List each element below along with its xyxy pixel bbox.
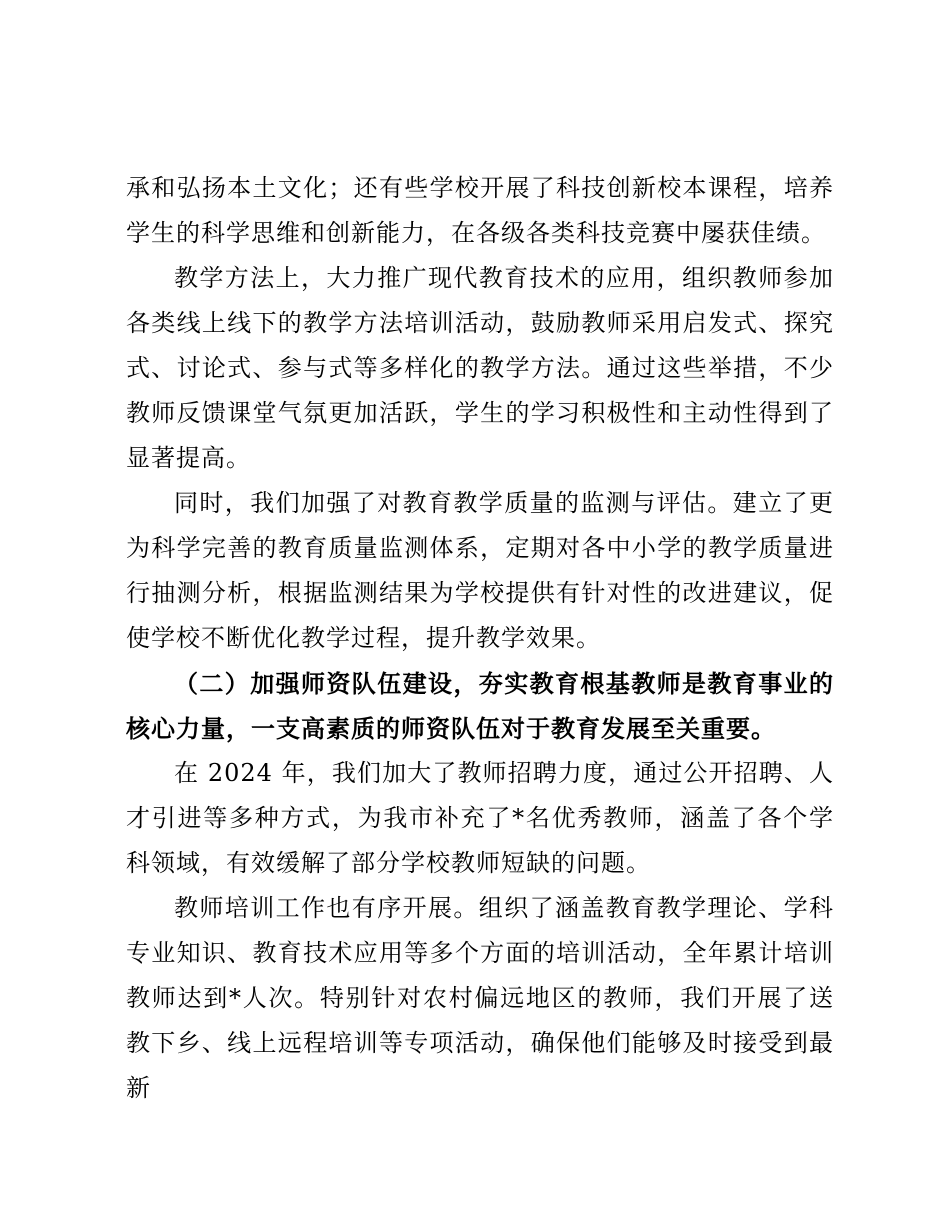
paragraph-teacher-training: 教师培训工作也有序开展。组织了涵盖教育教学理论、学科专业知识、教育技术应用等多个方面的培训活动，全年累计培训教师达到*人次。特别针对农村偏远地区的教师，我们开展了送教下乡、线上远程培训等专项活动，确保他们能够及时接受到最新 xyxy=(126,894,834,1102)
paragraph-teacher-recruitment: 在 2024 年，我们加大了教师招聘力度，通过公开招聘、人才引进等多种方式，为我市补充了*名优秀教师，涵盖了各个学科领域，有效缓解了部分学校教师短缺的问题。 xyxy=(126,759,834,877)
section-heading-teacher-team: （二）加强师资队伍建设，夯实教育根基教师是教育事业的核心力量，一支高素质的师资队伍对于教育发展至关重要。 xyxy=(126,669,834,743)
paragraph-continuation: 承和弘扬本土文化；还有些学校开展了科技创新校本课程，培养学生的科学思维和创新能力，在各级各类科技竞赛中屡获佳绩。 xyxy=(126,174,834,247)
document-body xyxy=(126,166,834,1111)
paragraph-quality-monitoring: 同时，我们加强了对教育教学质量的监测与评估。建立了更为科学完善的教育质量监测体系，定期对各中小学的教学质量进行抽测分析，根据监测结果为学校提供有针对性的改进建议，促使学校不断优化教学过程，提升教学效果。 xyxy=(126,489,834,652)
paragraph-teaching-methods: 教学方法上，大力推广现代教育技术的应用，组织教师参加各类线上线下的教学方法培训活动，鼓励教师采用启发式、探究式、讨论式、参与式等多样化的教学方法。通过这些举措，不少教师反馈课堂气氛更加活跃，学生的学习积极性和主动性得到了显著提高。 xyxy=(126,264,834,472)
